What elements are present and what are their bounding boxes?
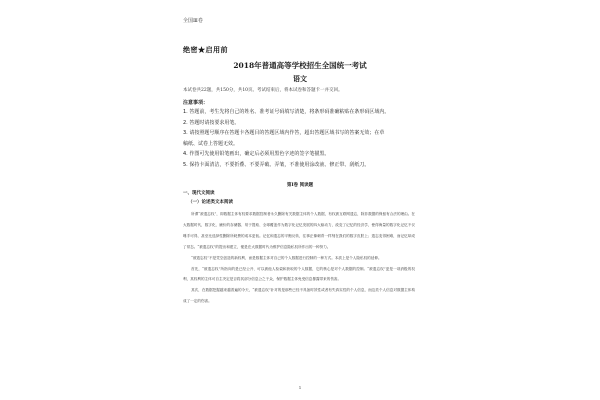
notice-text: 答题前，考生先将自己的姓名、准考证号码填写清楚，将条形码准确粘贴在条形码区域内。 — [189, 109, 390, 115]
exam-info-line: 本试卷共22题，共150分，共10页。考试结束后，将本试卷和答题卡一并交回。 — [183, 88, 343, 93]
page-number: 1 — [298, 385, 302, 390]
passage-paragraph: “被遗忘权”不是凭空创造的新权利，而是数据主体对自己的个人数据进行控制的一种方式。本质上是个人隐私权的延伸。 — [191, 255, 382, 260]
notice-item — [183, 118, 423, 129]
passage-paragraph: 所谓“被遗忘权”，即数据主体有权要求数据控制者永久删除有关数据主体的个人数据，有权被互联网遗忘，除非数据的保留有合法的理由。在大数据时代，数字化、廉价的存储器、易于提取、全球覆盖作为数字化记忆发展的四大驱动力，改变了记忆的经济学，使得海量的数字化记忆不仅唾手可得，甚至比选择性删除所耗费的成本更低。记忆和遗忘的平衡反转，往事正像刺青一样刻在我们的数字皮肤上；遗忘变得困难，而记忆却成了常态。“被遗忘权”的提出和建立，便是在大数据时代为维护信息隐私权所作出的一种努力。 — [183, 212, 415, 249]
notice-item — [183, 149, 423, 160]
notice-text: 答题时请按要求用笔。 — [189, 119, 240, 126]
secret-mark: 绝密★启用前 — [183, 45, 228, 54]
passage-paragraph: 首先，“被遗忘权”所指向的是已经公开、可以被他人检索和获取的个人数据，它的核心是对个人数据的控制。“被遗忘权”更是一项消极的权利，其权利的主体可自主决定是否将其部分信息公之于众，保护数据主体免受信息暴露带来的伤害。 — [183, 266, 415, 282]
notice-text-continued: 稿纸、试卷上答题无效。 — [183, 140, 239, 147]
notice-item — [183, 107, 423, 118]
notice-list — [183, 107, 423, 170]
reading-passage — [183, 209, 415, 307]
exam-title: 2018年普通高等学校招生全国统一考试 — [233, 61, 367, 70]
notice-item — [183, 160, 423, 171]
corner-label: 全国Ⅲ卷 — [183, 18, 203, 24]
notice-number: 1. — [183, 109, 188, 115]
notice-heading: 注意事项： — [183, 100, 209, 106]
notice-text: 保持卡面清洁，不要折叠、不要弄破、弄皱，不准使用涂改液、修正带、刮纸刀。 — [189, 161, 370, 168]
notice-number: 4. — [183, 151, 188, 157]
subsection-heading: （一）论述类文本阅读 — [188, 200, 233, 205]
notice-number: 3. — [183, 130, 188, 136]
notice-item — [183, 128, 423, 149]
section-heading: 一、现代文阅读 — [183, 191, 215, 196]
notice-text: 作图可先使用铅笔画出，确定后必须用黑色字迹的签字笔描黑。 — [189, 151, 330, 157]
volume-title: 第Ⅰ卷 阅读题 — [286, 183, 314, 188]
notice-number: 5. — [183, 161, 188, 168]
passage-paragraph: 其次，在数据挖掘越来越普遍的今天，“被遗忘权”针对的是那些已经不具备时效性或者有失真实性的个人信息，而这类个人信息对数据主体构成了一定的伤害。 — [183, 288, 415, 304]
subject-title: 语文 — [293, 74, 307, 83]
notice-number: 2. — [183, 119, 188, 126]
notice-text: 请按照题号顺序在答题卡各题目的答题区域内作答，超出答题区域书写的答案无效；在草 — [189, 130, 385, 136]
